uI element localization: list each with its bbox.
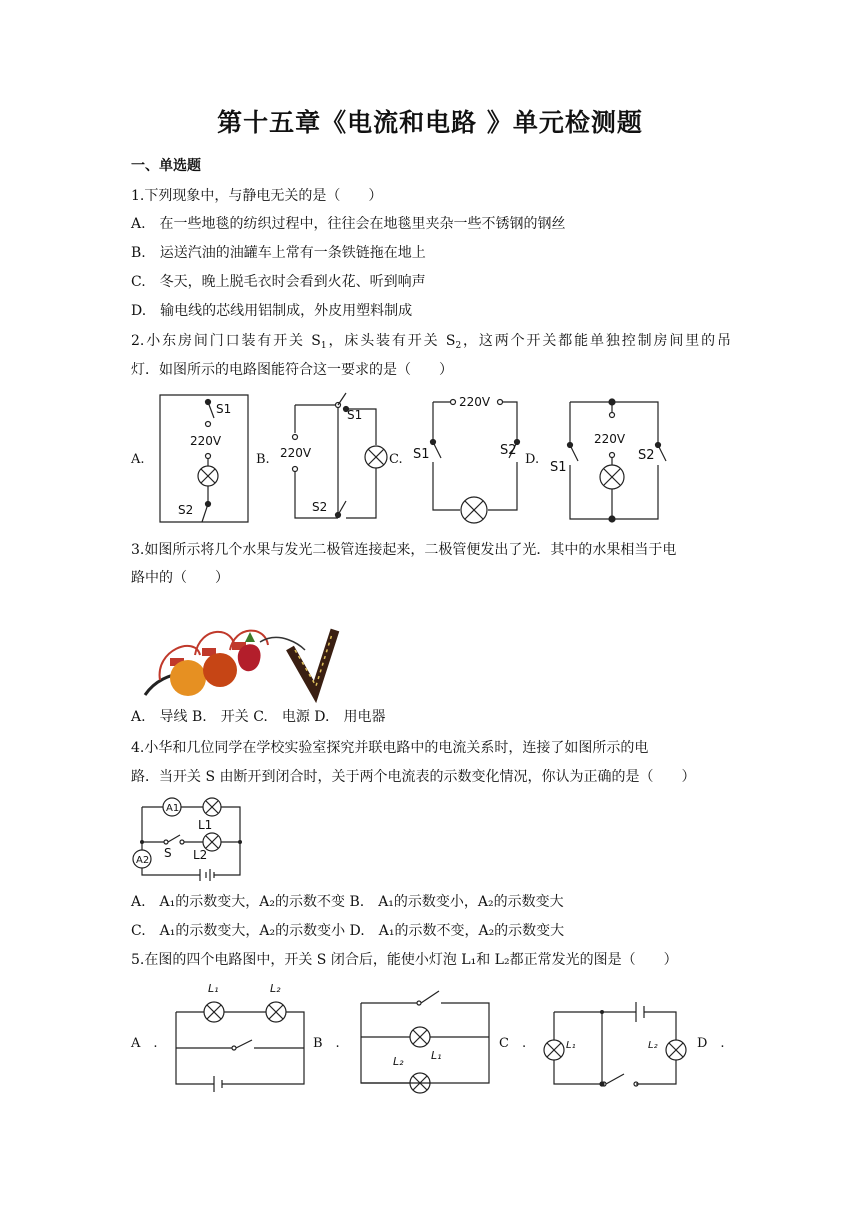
lamp-l1-label: L1 [198, 818, 213, 832]
q1-option-a: A. 在一些地毯的纺织过程中，往往会在地毯里夹杂一些不锈钢的钢丝 [131, 216, 566, 232]
lamp-l2-label: L₂ [270, 982, 281, 995]
q2-stem-line2: 灯．如图所示的电路图能符合这一要求的是（ ） [131, 362, 453, 378]
q2-circuit-a [150, 390, 260, 530]
q2-circuit-b [278, 395, 388, 530]
q5-opt-a: A . [131, 1036, 158, 1051]
s1-label: S1 [550, 460, 567, 475]
q4-options-cd: C. A₁的示数变大，A₂的示数变小 D. A₁的示数不变，A₂的示数变大 [131, 923, 565, 939]
q2-text-part: ，床头装有开关 S [326, 333, 456, 349]
lamp-l1-label: L₁ [208, 982, 219, 995]
q2-opt-b: B. [256, 452, 270, 467]
q2-opt-a: A. [131, 452, 145, 467]
q4-circuit [130, 795, 250, 880]
q2-text-part: ，这两个开关都能单独控制房间里的吊 [461, 333, 731, 349]
ammeter-a1-label: A1 [166, 803, 180, 814]
q5-opt-c: C . [499, 1036, 527, 1051]
volt-label: 220V [594, 432, 626, 446]
lamp-l2-label: L₂ [393, 1055, 404, 1068]
q5-opt-d: D . [697, 1036, 725, 1051]
q5-circuit-a [170, 980, 310, 1100]
q2-opt-c: C. [389, 452, 403, 467]
s2-label: S2 [500, 443, 517, 458]
q3-stem-line1: 3.如图所示将几个水果与发光二极管连接起来，二极管便发出了光．其中的水果相当于电 [131, 542, 677, 558]
section-heading: 一、单选题 [131, 158, 201, 174]
q5-circuit-b [355, 985, 495, 1095]
lamp-l2-label: L₂ [648, 1040, 658, 1051]
lamp-l1-label: L₁ [566, 1040, 576, 1051]
s1-label: S1 [347, 408, 363, 422]
fruit-battery-photo [140, 620, 345, 698]
q2-opt-d: D. [525, 452, 540, 467]
volt-label: 220V [280, 446, 312, 460]
q5-circuit-c [540, 990, 690, 1090]
q1-option-b: B. 运送汽油的油罐车上常有一条铁链拖在地上 [131, 245, 426, 261]
q3-stem-line2: 路中的（ ） [131, 570, 229, 586]
s2-label: S2 [178, 503, 194, 517]
q2-sub: 2 [455, 341, 462, 351]
switch-s-label: S [164, 846, 172, 860]
q5-opt-b: B . [313, 1036, 340, 1051]
q1-stem: 1.下列现象中，与静电无关的是（ ） [131, 188, 383, 204]
q1-option-c: C. 冬天，晚上脱毛衣时会看到火花、听到响声 [131, 274, 426, 290]
q3-options: A. 导线 B. 开关 C. 电源 D. 用电器 [131, 709, 386, 725]
lamp-l1-label: L₁ [431, 1049, 442, 1062]
volt-label: 220V [459, 395, 491, 409]
q4-options-ab: A. A₁的示数变大，A₂的示数不变 B. A₁的示数变小，A₂的示数变大 [131, 894, 564, 910]
q2-circuit-c [405, 392, 530, 530]
q5-stem: 5.在图的四个电路图中，开关 S 闭合后，能使小灯泡 L₁和 L₂都正常发光的图是（ ） [131, 952, 678, 968]
q1-option-d: D. 输电线的芯线用铝制成，外皮用塑料制成 [131, 303, 413, 319]
q2-text-part: 2.小东房间门口装有开关 S [131, 333, 321, 349]
q4-stem-line2: 路．当开关 S 由断开到闭合时，关于两个电流表的示数变化情况，你认为正确的是（ ） [131, 769, 696, 785]
q2-circuit-d [548, 395, 668, 525]
s2-label: S2 [638, 448, 655, 463]
q4-stem-line1: 4.小华和几位同学在学校实验室探究并联电路中的电流关系时，连接了如图所示的电 [131, 740, 649, 756]
q2-stem-line1 [131, 331, 731, 351]
q2-sub: 1 [320, 341, 327, 351]
s2-label: S2 [312, 500, 328, 514]
page-title: 第十五章《电流和电路 》单元检测题 [217, 108, 643, 137]
ammeter-a2-label: A2 [136, 855, 150, 866]
s1-label: S1 [216, 402, 232, 416]
volt-label: 220V [190, 434, 222, 448]
lamp-l2-label: L2 [193, 848, 208, 862]
s1-label: S1 [413, 447, 430, 462]
